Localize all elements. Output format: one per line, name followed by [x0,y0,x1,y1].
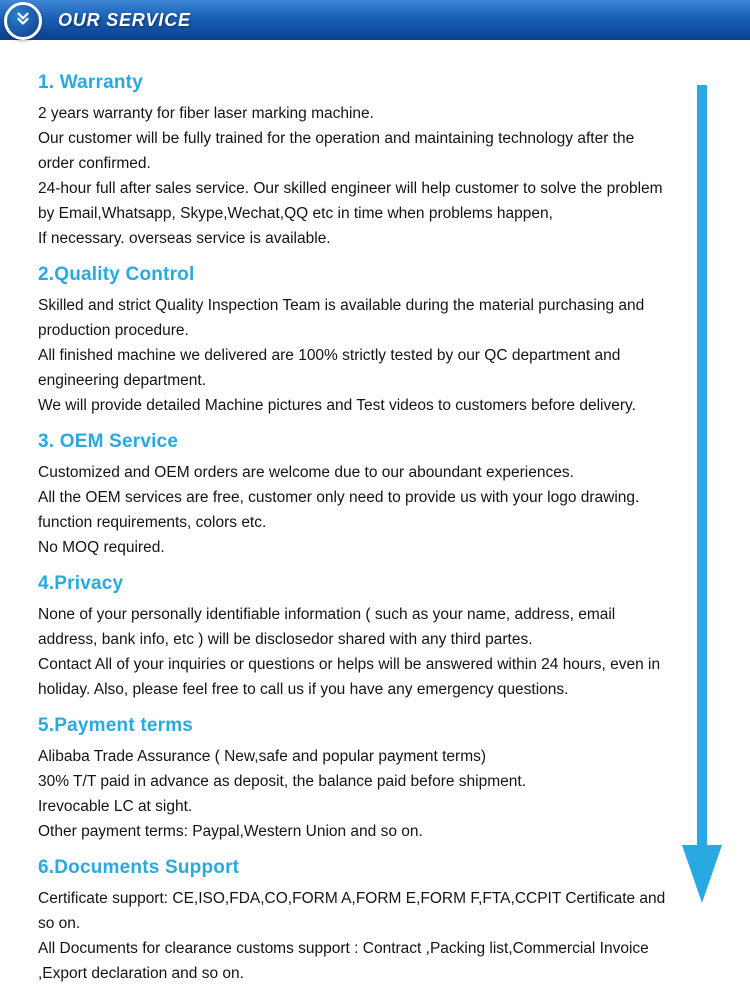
paragraph: Other payment terms: Paypal,Western Union and so on. [38,823,423,840]
paragraph: 2 years warranty for fiber laser marking machine. [38,105,374,122]
paragraph: None of your personally identifiable information ( such as your name, address, email address, bank info, etc ) will be disclosedor shared with any third partes. [38,606,616,648]
paragraph: All finished machine we delivered are 100% strictly tested by our QC department and engineering department. [38,347,621,389]
paragraph: Skilled and strict Quality Inspection Team is available during the material purchasing and production procedure. [38,297,645,339]
service-banner [0,0,750,40]
paragraph: No MOQ required. [38,539,165,556]
paragraph: Our customer will be fully trained for the operation and maintaining technology after the order confirmed. [38,130,635,172]
paragraph: If necessary. overseas service is available. [38,230,331,247]
section-heading: 2.Quality Control [38,264,195,285]
section-oem-service [38,431,672,560]
banner-badge [4,2,42,40]
down-arrow-head-icon [682,845,722,903]
paragraph: Customized and OEM orders are welcome due to our aboundant experiences. [38,464,574,481]
down-arrow-shaft [697,85,707,847]
double-chevron-down-icon [14,10,32,33]
section-heading: 1. Warranty [38,72,143,93]
paragraph: 30% T/T paid in advance as deposit, the balance paid before shipment. [38,773,527,790]
paragraph: Irevocable LC at sight. [38,798,193,815]
banner-title: OUR SERVICE [58,10,191,30]
section-heading: 5.Payment terms [38,715,194,736]
section-heading: 3. OEM Service [38,431,179,452]
paragraph: Contact All of your inquiries or questions or helps will be answered within 24 hours, even in holiday. Also, please feel free to call us if you have any emergency questions. [38,656,661,698]
paragraph: All the OEM services are free, customer only need to provide us with your logo drawing. function requirements, colors etc. [38,489,640,531]
section-heading: 6.Documents Support [38,857,240,878]
section-documents-support [38,857,672,986]
section-payment-terms [38,715,672,844]
paragraph: 24-hour full after sales service. Our skilled engineer will help customer to solve the problem by Email,Whatsapp, Skype,Wechat,QQ etc in time when problems happen, [38,180,663,222]
paragraph: Certificate support: CE,ISO,FDA,CO,FORM A,FORM E,FORM F,FTA,CCPIT Certificate and so on. [38,890,666,932]
section-warranty [38,72,672,251]
section-heading: 4.Privacy [38,573,124,594]
paragraph: All Documents for clearance customs support : Contract ,Packing list,Commercial Invoice ,Export declaration and so on. [38,940,649,982]
section-privacy [38,573,672,702]
paragraph: We will provide detailed Machine pictures and Test videos to customers before delivery. [38,397,636,414]
service-content [0,40,750,986]
paragraph: Alibaba Trade Assurance ( New,safe and popular payment terms) [38,748,487,765]
down-arrow-graphic [682,85,722,903]
section-quality-control [38,264,672,418]
